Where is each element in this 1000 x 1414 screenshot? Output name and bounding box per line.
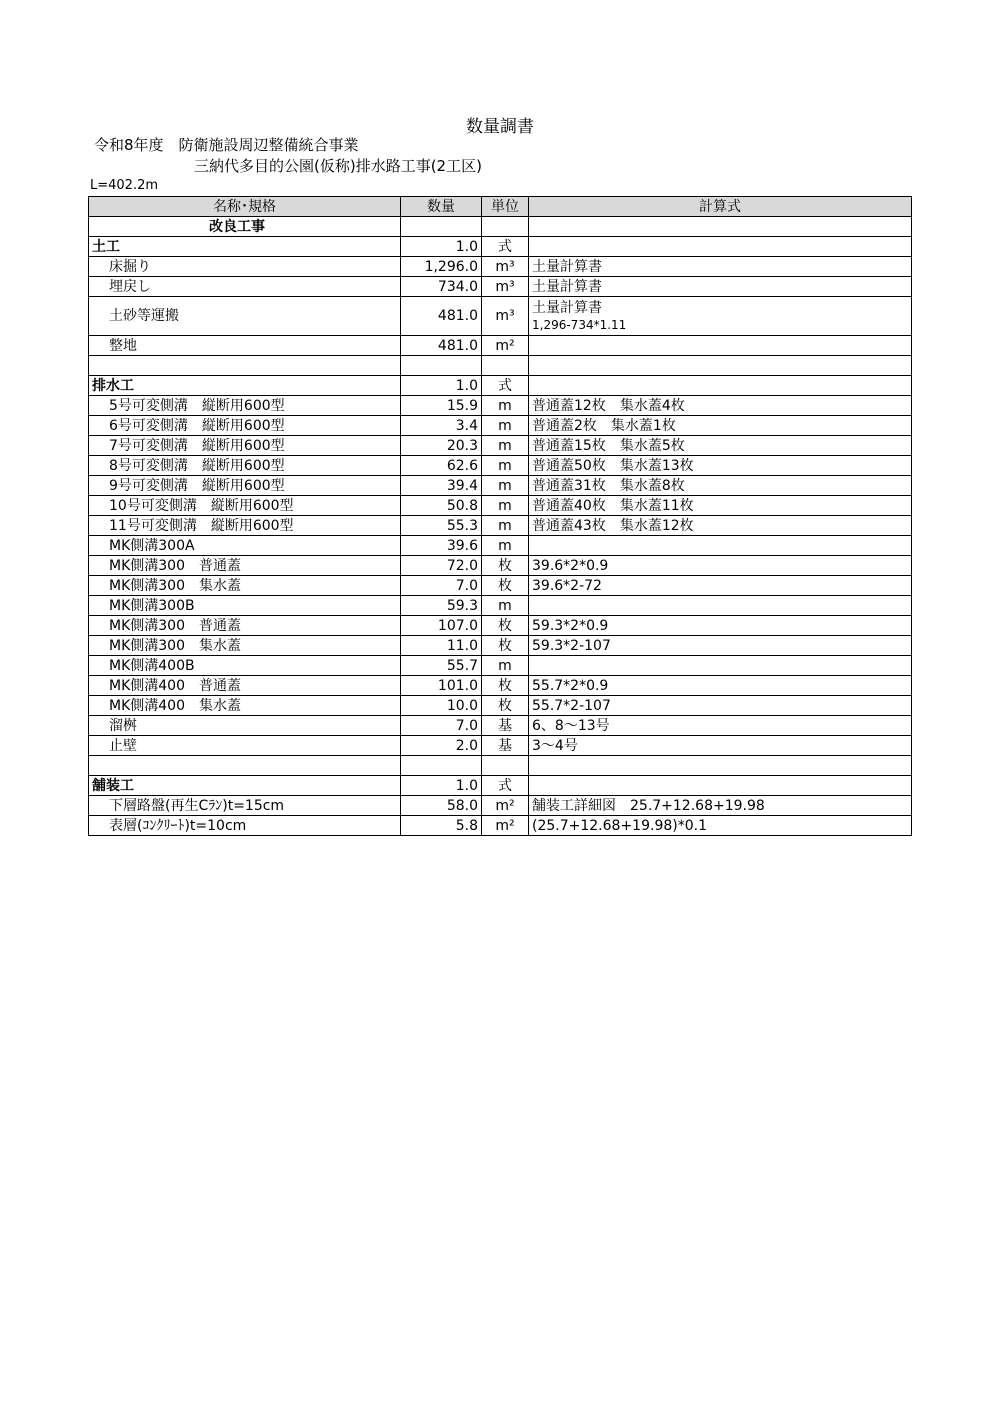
row-unit: m²: [482, 816, 529, 836]
row-qty: 734.0: [401, 277, 482, 297]
row-qty: 15.9: [401, 396, 482, 416]
row-unit: 枚: [482, 696, 529, 716]
table-row: [89, 636, 912, 656]
row-unit: 枚: [482, 556, 529, 576]
table-row: [89, 736, 912, 756]
row-name: [89, 356, 401, 376]
row-unit: 式: [482, 237, 529, 257]
row-formula: 59.3*2-107: [529, 636, 912, 656]
row-formula: [529, 237, 912, 257]
table-row: [89, 277, 912, 297]
row-name: 5号可変側溝 縦断用600型: [89, 396, 401, 416]
row-name: 排水工: [89, 376, 401, 396]
document-title: 数量調書: [466, 117, 534, 137]
row-formula: 39.6*2*0.9: [529, 556, 912, 576]
table-row: [89, 376, 912, 396]
row-formula: [529, 656, 912, 676]
table-row: [89, 696, 912, 716]
table-body: [89, 217, 912, 836]
row-formula: [529, 756, 912, 776]
row-formula: 普通蓋31枚 集水蓋8枚: [529, 476, 912, 496]
row-formula: (25.7+12.68+19.98)*0.1: [529, 816, 912, 836]
table-row: [89, 237, 912, 257]
row-unit: [482, 756, 529, 776]
row-formula: 土量計算書: [529, 257, 912, 277]
row-unit: m: [482, 476, 529, 496]
row-qty: 481.0: [401, 336, 482, 356]
row-qty: 55.3: [401, 516, 482, 536]
row-unit: 枚: [482, 576, 529, 596]
row-qty: 39.6: [401, 536, 482, 556]
row-name: 11号可変側溝 縦断用600型: [89, 516, 401, 536]
table-row: [89, 476, 912, 496]
row-unit: 基: [482, 716, 529, 736]
row-qty: 11.0: [401, 636, 482, 656]
row-unit: m²: [482, 796, 529, 816]
row-name: MK側溝400 集水蓋: [89, 696, 401, 716]
table-row: [89, 396, 912, 416]
row-name: 改良工事: [89, 217, 401, 237]
row-name: 表層(ｺﾝｸﾘｰﾄ)t=10cm: [89, 816, 401, 836]
row-qty: 101.0: [401, 676, 482, 696]
row-unit: m: [482, 396, 529, 416]
row-formula: 39.6*2-72: [529, 576, 912, 596]
row-unit: m: [482, 456, 529, 476]
table-row: [89, 676, 912, 696]
row-name: 止壁: [89, 736, 401, 756]
row-qty: [401, 356, 482, 376]
row-name: 床掘り: [89, 257, 401, 277]
blank-row: [89, 356, 912, 376]
row-formula: 3〜4号: [529, 736, 912, 756]
row-qty: 1,296.0: [401, 257, 482, 277]
row-formula: 59.3*2*0.9: [529, 616, 912, 636]
table-row: [89, 716, 912, 736]
table-row: [89, 336, 912, 356]
row-qty: 58.0: [401, 796, 482, 816]
row-qty: 7.0: [401, 576, 482, 596]
table-row: [89, 257, 912, 277]
table-row: [89, 576, 912, 596]
row-formula: 普通蓋15枚 集水蓋5枚: [529, 436, 912, 456]
row-unit: m: [482, 596, 529, 616]
table-row: [89, 217, 912, 237]
row-formula: 普通蓋43枚 集水蓋12枚: [529, 516, 912, 536]
table-row: [89, 496, 912, 516]
row-name: 舗装工: [89, 776, 401, 796]
row-qty: 20.3: [401, 436, 482, 456]
row-qty: 107.0: [401, 616, 482, 636]
row-formula: 舗装工詳細図 25.7+12.68+19.98: [529, 796, 912, 816]
table-row: [89, 416, 912, 436]
row-qty: 39.4: [401, 476, 482, 496]
row-formula: [529, 297, 912, 336]
row-qty: 59.3: [401, 596, 482, 616]
row-unit: m³: [482, 277, 529, 297]
header-formula: 計算式: [529, 197, 912, 217]
table-row: [89, 297, 912, 336]
row-unit: 枚: [482, 616, 529, 636]
row-unit: m: [482, 416, 529, 436]
row-qty: 3.4: [401, 416, 482, 436]
row-name: 下層路盤(再生Cﾗﾝ)t=15cm: [89, 796, 401, 816]
row-unit: 式: [482, 776, 529, 796]
row-name: 9号可変側溝 縦断用600型: [89, 476, 401, 496]
row-name: MK側溝400B: [89, 656, 401, 676]
row-name: 8号可変側溝 縦断用600型: [89, 456, 401, 476]
row-unit: 式: [482, 376, 529, 396]
row-unit: m: [482, 496, 529, 516]
row-qty: 2.0: [401, 736, 482, 756]
table-row: [89, 796, 912, 816]
row-formula: 普通蓋40枚 集水蓋11枚: [529, 496, 912, 516]
row-name: MK側溝300 集水蓋: [89, 636, 401, 656]
row-formula: [529, 356, 912, 376]
row-unit: m: [482, 536, 529, 556]
row-name: 土砂等運搬: [89, 297, 401, 336]
table-row: [89, 556, 912, 576]
table-row: [89, 816, 912, 836]
row-name: MK側溝300B: [89, 596, 401, 616]
row-unit: m³: [482, 257, 529, 277]
row-formula: [529, 376, 912, 396]
row-qty: 1.0: [401, 237, 482, 257]
table-row: [89, 456, 912, 476]
row-qty: [401, 756, 482, 776]
row-name: 埋戻し: [89, 277, 401, 297]
row-formula: [529, 776, 912, 796]
project-line-2: 三納代多目的公園(仮称)排水路工事(2工区): [194, 157, 482, 175]
quantity-table: [88, 196, 912, 836]
row-name: MK側溝300 集水蓋: [89, 576, 401, 596]
table-row: [89, 656, 912, 676]
table-row: [89, 536, 912, 556]
row-qty: 481.0: [401, 297, 482, 336]
row-name: 溜桝: [89, 716, 401, 736]
table-row: [89, 776, 912, 796]
row-formula: 6、8〜13号: [529, 716, 912, 736]
row-formula: [529, 536, 912, 556]
row-unit: [482, 356, 529, 376]
row-formula: [529, 336, 912, 356]
table-header-row: [89, 197, 912, 217]
row-qty: 1.0: [401, 776, 482, 796]
row-name: 10号可変側溝 縦断用600型: [89, 496, 401, 516]
row-formula: 55.7*2-107: [529, 696, 912, 716]
row-formula: 普通蓋50枚 集水蓋13枚: [529, 456, 912, 476]
row-unit: 基: [482, 736, 529, 756]
row-formula: [529, 217, 912, 237]
row-name: 6号可変側溝 縦断用600型: [89, 416, 401, 436]
row-formula-line2: 1,296-734*1.11: [532, 318, 627, 332]
row-formula: 普通蓋2枚 集水蓋1枚: [529, 416, 912, 436]
header-unit: 単位: [482, 197, 529, 217]
length-label: L=402.2m: [90, 178, 159, 193]
table-row: [89, 596, 912, 616]
row-unit: [482, 217, 529, 237]
row-unit: m: [482, 436, 529, 456]
row-formula: [529, 596, 912, 616]
row-name: MK側溝400 普通蓋: [89, 676, 401, 696]
header-qty: 数量: [401, 197, 482, 217]
row-formula: 普通蓋12枚 集水蓋4枚: [529, 396, 912, 416]
row-qty: 62.6: [401, 456, 482, 476]
row-qty: 7.0: [401, 716, 482, 736]
row-unit: m²: [482, 336, 529, 356]
row-name: 7号可変側溝 縦断用600型: [89, 436, 401, 456]
table-row: [89, 616, 912, 636]
row-name: [89, 756, 401, 776]
row-name: 土工: [89, 237, 401, 257]
row-unit: 枚: [482, 676, 529, 696]
table-row: [89, 436, 912, 456]
row-qty: 72.0: [401, 556, 482, 576]
project-line-1: 令和8年度 防衛施設周辺整備統合事業: [94, 136, 359, 154]
table-row: [89, 516, 912, 536]
row-qty: 10.0: [401, 696, 482, 716]
row-qty: [401, 217, 482, 237]
row-formula: 土量計算書: [529, 277, 912, 297]
row-name: MK側溝300 普通蓋: [89, 616, 401, 636]
row-formula-line1: 土量計算書: [532, 300, 602, 316]
row-qty: 5.8: [401, 816, 482, 836]
row-qty: 1.0: [401, 376, 482, 396]
header-name: 名称･規格: [89, 197, 401, 217]
row-qty: 50.8: [401, 496, 482, 516]
row-name: 整地: [89, 336, 401, 356]
row-name: MK側溝300A: [89, 536, 401, 556]
row-unit: m: [482, 516, 529, 536]
row-name: MK側溝300 普通蓋: [89, 556, 401, 576]
row-unit: m: [482, 656, 529, 676]
row-unit: m³: [482, 297, 529, 336]
row-unit: 枚: [482, 636, 529, 656]
blank-row: [89, 756, 912, 776]
row-formula: 55.7*2*0.9: [529, 676, 912, 696]
row-qty: 55.7: [401, 656, 482, 676]
